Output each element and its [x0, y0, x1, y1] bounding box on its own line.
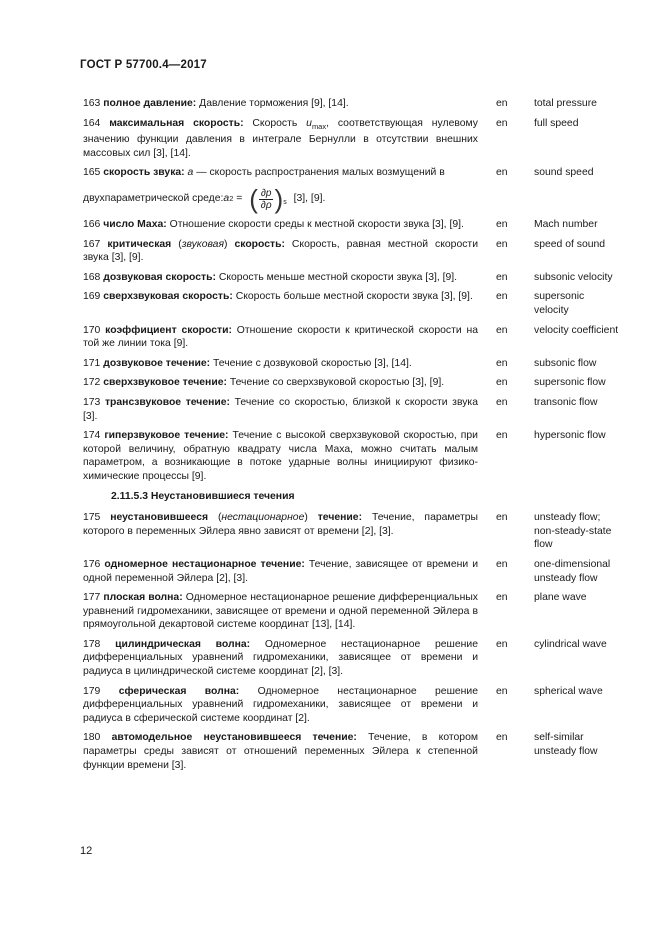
entry-176: 176 одномерное нестационарное течение: Течение, зависящее от времени и одной переменной Эйлера [2], [3]. en one-dimensional unsteady flow [83, 558, 619, 585]
english-term: subsonic flow [534, 357, 597, 369]
definition: , соответствующая нулевому значению функции давления в интеграле Бернулли в отсутствии внешних массовых сил [3], [14]. [83, 117, 478, 159]
term: плоская волна: [103, 592, 183, 604]
term: максимальная скорость: [109, 117, 244, 129]
definition: Одномерное нестационарное решение дифференциальных уравнений гидромеханики, зависящее от времени и радиуса в сферической системе координат [2]. [83, 685, 479, 724]
term: сверхзвуковое течение: [103, 377, 227, 389]
lang-code: en [496, 98, 508, 109]
lang-code: en [496, 732, 508, 744]
term: цилиндрическая волна: [115, 638, 251, 650]
definition: Течение со скоростью, близкой к скорости звука [3]. [83, 396, 478, 422]
english-term: self-similar unsteady flow [534, 732, 598, 758]
definition: Давление торможения [9], [14]. [196, 98, 349, 109]
definition: Течение с дозвуковой скоростью [3], [14]. [210, 357, 412, 369]
definition: Течение, параметры которого в переменных Эйлера явно зависят от времени [2], [3]. [83, 512, 478, 537]
lang-code: en [496, 167, 508, 179]
term: одномерное нестационарное течение: [104, 558, 305, 570]
term: дозвуковое течение: [103, 357, 211, 369]
entry-180: 180 автомодельное неустановившееся течение: Течение, в котором параметры среды зависят от отношений переменных Эйлера к степенной функции времени [3]. en self-similar unsteady flow [83, 731, 619, 772]
subsection-heading: 2.11.5.3 Неустановившиеся течения [111, 490, 295, 502]
term: автомодельное неустановившееся течение: [111, 732, 357, 744]
english-term: spherical wave [534, 685, 603, 697]
term: сферическая волна: [118, 685, 240, 697]
definition: Одномерное нестационарное решение дифференциальных уравнений гидромеханики, зависящее от времени и радиуса в цилиндрической системе координат [2], [3]. [83, 638, 478, 678]
entry-164: 164 максимальная скорость: Скорость $u_{max}$, соответствующая нулевому значению функции давления в интеграле Бернулли в отсутствии внешних массовых сил [3], [14]. en full speed [83, 117, 619, 161]
term: скорость звука: [103, 167, 185, 179]
entry-167: 167 критическая (звуковая) скорость: Скорость, равная местной скорости звука [3], [9]. en speed of sound [83, 238, 619, 265]
definition: Отношение скорости к критической скорости на той же линии тока [9]. [83, 324, 478, 350]
entry-173: 173 трансзвуковое течение: Течение со скоростью, близкой к скорости звука [3]. en transonic flow [83, 396, 619, 423]
sound-speed-formula: двухпараметрической среде: a 2 = ( $\frac{\partial p}{\partial\rho}$ ) s [3], [9]. [83, 184, 326, 215]
lang-code: en [496, 638, 508, 650]
entry-172: 172 сверхзвуковое течение: Течение со сверхзвуковой скоростью [3], [9]. en supersonic flow [83, 376, 619, 390]
term: число Маха: [103, 219, 167, 231]
entry-169: 169 сверхзвуковая скорость: Скорость больше местной скорости звука [3], [9]. en supersonic velocity [83, 290, 619, 317]
lang-code: en [496, 558, 508, 570]
entry-175: 175 неустановившееся (нестационарное) течение: Течение, параметры которого в переменных Эйлера явно зависят от времени [2], [3]. en unsteady flow; non-steady-state flow [83, 511, 619, 552]
entry-179: 179 сферическая волна: Одномерное нестационарное решение дифференциальных уравнений гидромеханики, зависящее от времени и радиуса в сферической системе координат [2]. en spherical wave [83, 685, 619, 726]
entry-163: 163 полное давление: Давление торможения [9], [14]. en total pressure [83, 97, 619, 111]
english-term: unsteady flow; non-steady-state flow [534, 512, 612, 551]
definition: Течение, в котором параметры среды зависят от отношений переменных Эйлера к степенной функции времени [3]. [83, 732, 478, 771]
entry-174: 174 гиперзвуковое течение: Течение с высокой сверхзвуковой скоростью, при которой величину, обратную квадрату числа Маха, можно считать малым параметром, а возникающие в потоке ударные волны инициируют физико-химические процессы [9]. en hypersonic flow [83, 429, 619, 483]
document-header: ГОСТ Р 57700.4—2017 [80, 59, 207, 71]
english-term: supersonic flow [534, 377, 606, 389]
term: сверхзвуковая скорость: [103, 291, 233, 303]
definition: Течение с высокой сверхзвуковой скоростью, при которой величину, обратную квадрату числа Маха, можно считать малым параметром, а возникающие в потоке ударные волны инициируют физико-химические процессы [9]. [83, 430, 478, 482]
term: дозвуковая скорость: [103, 271, 216, 283]
lang-code: en [496, 685, 508, 697]
english-term: velocity coefficient [534, 324, 619, 336]
term: коэффициент скорости: [105, 324, 232, 336]
definition: Течение, зависящее от времени и одной переменной Эйлера [2], [3]. [83, 558, 479, 584]
english-term: hypersonic flow [534, 430, 606, 442]
glossary-entries [83, 97, 619, 778]
lang-code: en [496, 271, 508, 283]
term: полное давление: [103, 98, 197, 109]
term: гиперзвуковое течение: [104, 430, 229, 442]
definition: Скорость, равная местной скорости звука [3], [9]. [83, 238, 478, 264]
english-term: total pressure [534, 98, 597, 109]
english-term: Mach number [534, 219, 598, 231]
lang-code: en [496, 238, 508, 250]
entry-165: 165 скорость звука: a — скорость распространения малых возмущений в двухпараметрической среде: a 2 = ( $\frac{\partial p}{\partial\rho}$ ) s [3], [9]. en sound speed [83, 166, 619, 212]
english-term: speed of sound [534, 238, 606, 250]
definition: Отношение скорости среды к местной скорости звука [3], [9]. [166, 219, 464, 231]
english-term: supersonic velocity [534, 291, 585, 317]
lang-code: en [496, 219, 508, 231]
page-number: 12 [80, 845, 93, 857]
definition: Скорость меньше местной скорости звука [3], [9]. [215, 271, 458, 283]
english-term: one-dimensional unsteady flow [534, 558, 611, 584]
english-term: full speed [534, 117, 579, 129]
lang-code: en [496, 324, 508, 336]
entry-178: 178 цилиндрическая волна: Одномерное нестационарное решение дифференциальных уравнений гидромеханики, зависящее от времени и радиуса в цилиндрической системе координат [2], [3]. en cylindrical wave [83, 638, 619, 679]
definition: Течение со сверхзвуковой скоростью [3], [9]. [226, 377, 445, 389]
term: трансзвуковое течение: [104, 396, 231, 408]
entry-170: 170 коэффициент скорости: Отношение скорости к критической скорости на той же линии тока [9]. en velocity coefficient [83, 324, 619, 350]
english-term: sound speed [534, 167, 594, 179]
lang-code: en [496, 357, 508, 369]
entry-166: 166 число Маха: Отношение скорости среды к местной скорости звука [3], [9]. en Mach number [83, 218, 619, 232]
entry-171: 171 дозвуковое течение: Течение с дозвуковой скоростью [3], [14]. en subsonic flow [83, 357, 619, 371]
lang-code: en [496, 592, 508, 604]
lang-code: en [496, 430, 508, 442]
lang-code: en [496, 396, 508, 408]
english-term: plane wave [534, 592, 587, 604]
entry-168: 168 дозвуковая скорость: Скорость меньше местной скорости звука [3], [9]. en subsonic velocity [83, 271, 619, 285]
partial-derivative: ( $\frac{\partial p}{\partial\rho}$ ) s [249, 184, 287, 215]
english-term: transonic flow [534, 396, 598, 408]
english-term: subsonic velocity [534, 271, 613, 283]
definition: Одномерное нестационарное решение дифференциальных уравнений гидромеханики, зависящее от времени и одной переменной Эйлера в прямоугольной декартовой системе координат [13], [14]. [83, 592, 478, 631]
lang-code: en [496, 377, 508, 389]
entry-177: 177 плоская волна: Одномерное нестационарное решение дифференциальных уравнений гидромеханики, зависящее от времени и одной переменной Эйлера в прямоугольной декартовой системе координат [13], [14]. en plane wave [83, 591, 619, 632]
lang-code: en [496, 512, 508, 524]
definition: Скорость больше местной скорости звука [3], [9]. [232, 291, 473, 303]
english-term: cylindrical wave [534, 638, 607, 650]
lang-code: en [496, 291, 508, 303]
lang-code: en [496, 117, 508, 129]
